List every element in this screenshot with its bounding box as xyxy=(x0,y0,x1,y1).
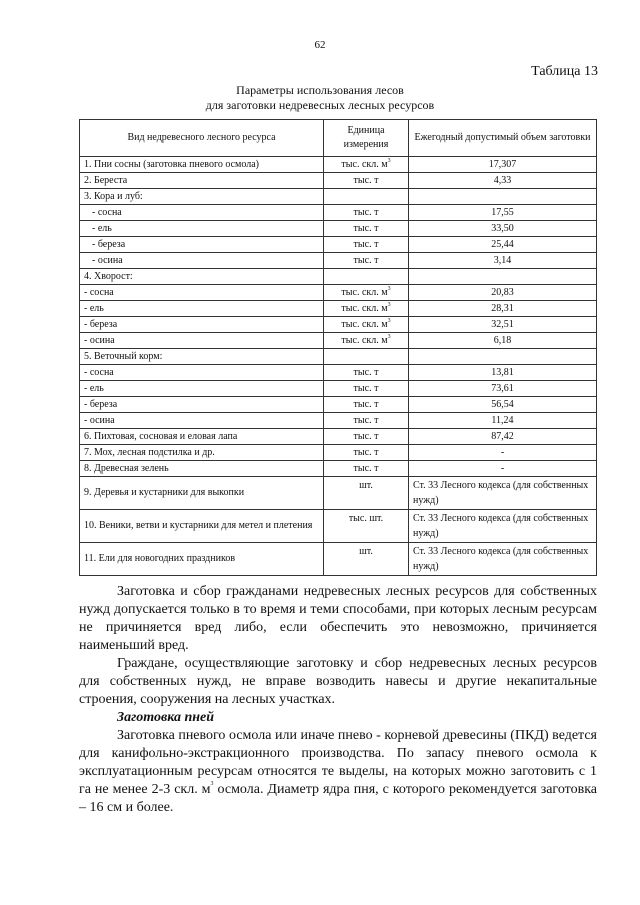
resource-name-cell: 10. Веники, ветви и кустарники для метел и плетения xyxy=(80,510,324,543)
unit-cell xyxy=(324,510,409,543)
unit-superscript: 3 xyxy=(387,285,391,292)
unit-text: тыс. т xyxy=(353,238,379,250)
unit-text: тыс. т xyxy=(353,382,379,394)
caption-line: для заготовки недревесных лесных ресурсов xyxy=(205,98,435,112)
paragraph xyxy=(79,727,597,817)
resource-name-cell: - ель xyxy=(80,221,324,237)
resources-table xyxy=(79,119,597,576)
unit-superscript: 3 xyxy=(387,317,391,324)
unit-cell xyxy=(324,349,409,365)
unit-cell xyxy=(324,397,409,413)
unit-text: тыс. скл. м xyxy=(341,158,388,170)
resource-name-cell: 5. Веточный корм: xyxy=(80,349,324,365)
unit-text: тыс. скл. м xyxy=(341,334,388,346)
table-label: Таблица 13 xyxy=(531,64,598,79)
unit-text: тыс. т xyxy=(353,430,379,442)
table-row xyxy=(80,477,597,510)
volume-cell: 3,14 xyxy=(409,253,597,269)
table-row xyxy=(80,543,597,576)
unit-text: тыс. т xyxy=(353,254,379,266)
table-row xyxy=(80,173,597,189)
volume-cell: - xyxy=(409,461,597,477)
resource-name-cell: 9. Деревья и кустарники для выкопки xyxy=(80,477,324,510)
unit-text: шт. xyxy=(359,546,373,557)
volume-cell: Ст. 33 Лесного кодекса (для собственных нужд) xyxy=(409,510,597,543)
unit-text: тыс. скл. м xyxy=(341,318,388,330)
volume-cell: - xyxy=(409,445,597,461)
resource-name-cell: - сосна xyxy=(80,205,324,221)
resource-name-cell: 3. Кора и луб: xyxy=(80,189,324,205)
volume-cell xyxy=(409,189,597,205)
table-row xyxy=(80,349,597,365)
unit-cell xyxy=(324,237,409,253)
table-row xyxy=(80,333,597,349)
volume-cell: 4,33 xyxy=(409,173,597,189)
unit-cell xyxy=(324,543,409,576)
header-cell: Ежегодный допустимый объем заготовки xyxy=(409,120,597,157)
table-row xyxy=(80,397,597,413)
unit-text: тыс. т xyxy=(353,222,379,234)
unit-cell xyxy=(324,157,409,173)
unit-cell xyxy=(324,381,409,397)
table-row xyxy=(80,269,597,285)
header-cell: Вид недревесного лесного ресурса xyxy=(80,120,324,157)
unit-text: тыс. т xyxy=(353,398,379,410)
header-cell: Единица измерения xyxy=(324,120,409,157)
resource-name-cell: - осина xyxy=(80,413,324,429)
resource-name-cell: 7. Мох, лесная подстилка и др. xyxy=(80,445,324,461)
unit-cell xyxy=(324,173,409,189)
volume-cell: 11,24 xyxy=(409,413,597,429)
table-row xyxy=(80,221,597,237)
paragraph-text: Заготовка пневого осмола или иначе пнево - корневой древесины (ПКД) ведется для канифольно-экстракционного производства. По запасу пневого осмола к эксплуатационным ресурсам относятся те выделы, на которых можно заготовить с 1 га не менее 2-3 скл. м xyxy=(79,728,597,797)
table-row xyxy=(80,461,597,477)
volume-cell: 28,31 xyxy=(409,301,597,317)
table-row xyxy=(80,301,597,317)
unit-text: тыс. т xyxy=(353,366,379,378)
volume-cell: 6,18 xyxy=(409,333,597,349)
resource-name-cell: - сосна xyxy=(80,285,324,301)
caption-line: Параметры использования лесов xyxy=(236,83,404,97)
table-row xyxy=(80,317,597,333)
resource-name-cell: 11. Ели для новогодних праздников xyxy=(80,543,324,576)
unit-cell xyxy=(324,269,409,285)
table-row xyxy=(80,237,597,253)
table-row xyxy=(80,365,597,381)
superscript: 3 xyxy=(210,781,214,787)
unit-cell xyxy=(324,317,409,333)
unit-superscript: 3 xyxy=(387,301,391,308)
volume-cell: 73,61 xyxy=(409,381,597,397)
resource-name-cell: 8. Древесная зелень xyxy=(80,461,324,477)
table-row xyxy=(80,253,597,269)
unit-cell xyxy=(324,461,409,477)
table-row xyxy=(80,381,597,397)
resource-name-cell: - ель xyxy=(80,301,324,317)
unit-cell xyxy=(324,221,409,237)
unit-text: шт. xyxy=(359,480,373,491)
unit-cell xyxy=(324,477,409,510)
resource-name-cell: - береза xyxy=(80,397,324,413)
paragraph: Граждане, осуществляющие заготовку и сбор недревесных лесных ресурсов для собственных нужд, не вправе возводить навесы и другие некапитальные строения, сооружения на лесных участках. xyxy=(79,656,597,707)
unit-superscript: 3 xyxy=(387,333,391,340)
unit-cell xyxy=(324,429,409,445)
unit-cell xyxy=(324,413,409,429)
resource-name-cell: 1. Пни сосны (заготовка пневого осмола) xyxy=(80,157,324,173)
unit-superscript: 3 xyxy=(387,157,391,164)
unit-text: тыс. т xyxy=(353,462,379,474)
unit-cell xyxy=(324,365,409,381)
unit-cell xyxy=(324,189,409,205)
volume-cell: Ст. 33 Лесного кодекса (для собственных нужд) xyxy=(409,543,597,576)
table-row xyxy=(80,205,597,221)
resource-name-cell: 4. Хворост: xyxy=(80,269,324,285)
volume-cell: Ст. 33 Лесного кодекса (для собственных нужд) xyxy=(409,477,597,510)
unit-text: тыс. скл. м xyxy=(341,286,388,298)
volume-cell: 17,307 xyxy=(409,157,597,173)
unit-cell xyxy=(324,333,409,349)
table-row xyxy=(80,429,597,445)
resource-name-cell: - береза xyxy=(80,317,324,333)
volume-cell: 13,81 xyxy=(409,365,597,381)
volume-cell xyxy=(409,349,597,365)
volume-cell: 32,51 xyxy=(409,317,597,333)
table-row xyxy=(80,413,597,429)
resource-name-cell: - береза xyxy=(80,237,324,253)
table-row xyxy=(80,189,597,205)
unit-text: тыс. т xyxy=(353,414,379,426)
table-row xyxy=(80,157,597,173)
unit-text: тыс. скл. м xyxy=(341,302,388,314)
unit-cell xyxy=(324,301,409,317)
table-row xyxy=(80,285,597,301)
volume-cell xyxy=(409,269,597,285)
resource-name-cell: - осина xyxy=(80,253,324,269)
volume-cell: 17,55 xyxy=(409,205,597,221)
unit-text: тыс. т xyxy=(353,446,379,458)
unit-cell xyxy=(324,445,409,461)
volume-cell: 56,54 xyxy=(409,397,597,413)
table-header-row xyxy=(80,120,597,157)
volume-cell: 33,50 xyxy=(409,221,597,237)
resource-name-cell: 6. Пихтовая, сосновая и еловая лапа xyxy=(80,429,324,445)
resource-name-cell: - осина xyxy=(80,333,324,349)
unit-text: тыс. т xyxy=(353,206,379,218)
paragraph: Заготовка и сбор гражданами недревесных лесных ресурсов для собственных нужд допускается только в то время и теми способами, при которых лесным ресурсам не причиняется вред либо, если обеспечить это невозможно, причиняется наименьший вред. xyxy=(79,584,597,653)
unit-cell xyxy=(324,253,409,269)
body-text xyxy=(79,583,597,817)
unit-cell xyxy=(324,205,409,221)
volume-cell: 25,44 xyxy=(409,237,597,253)
unit-cell xyxy=(324,285,409,301)
unit-text: тыс. шт. xyxy=(348,513,384,524)
table-row xyxy=(80,445,597,461)
volume-cell: 20,83 xyxy=(409,285,597,301)
unit-text: тыс. т xyxy=(353,174,379,186)
resource-name-cell: - сосна xyxy=(80,365,324,381)
resource-name-cell: 2. Береста xyxy=(80,173,324,189)
table-row xyxy=(80,510,597,543)
table-caption xyxy=(0,83,640,113)
resource-name-cell: - ель xyxy=(80,381,324,397)
page-number: 62 xyxy=(314,39,326,51)
section-heading: Заготовка пней xyxy=(117,710,215,725)
volume-cell: 87,42 xyxy=(409,429,597,445)
paragraph-text: осмола. Диаметр ядра пня, с которого рекомендуется заготовка – 16 см и более. xyxy=(79,782,597,815)
